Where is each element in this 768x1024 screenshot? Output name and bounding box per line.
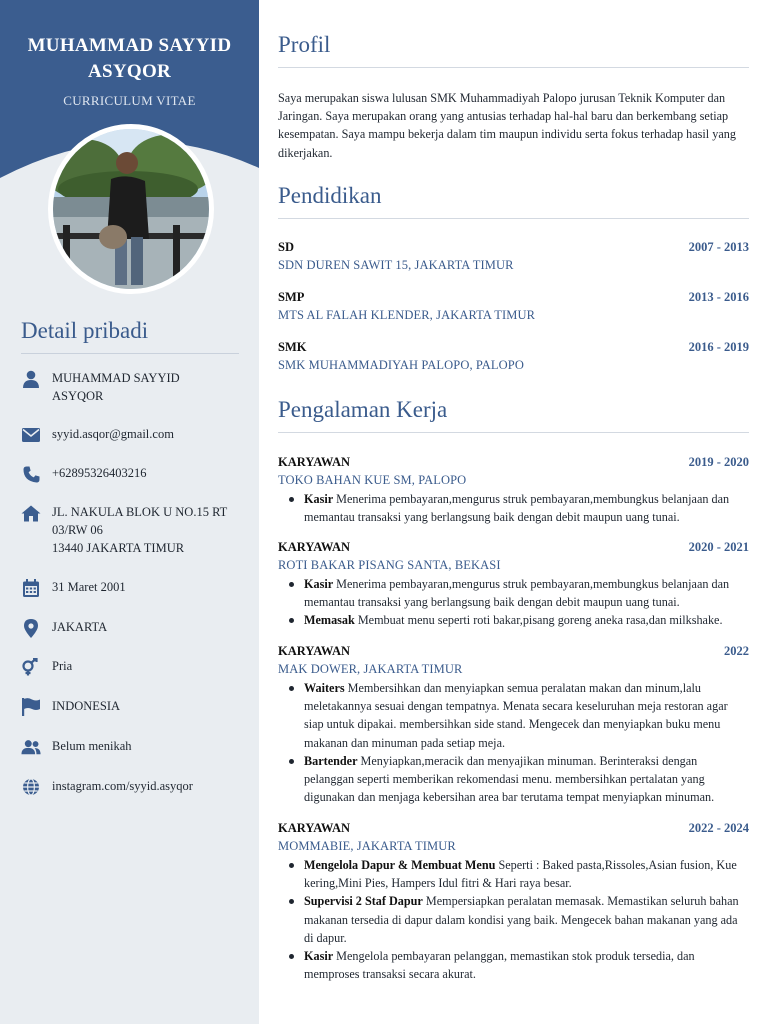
detail-name-line-2: ASYQOR: [52, 389, 104, 403]
duty-text: Membuat menu seperti roti bakar,pisang goreng aneka rasa,dan milkshake.: [354, 613, 723, 628]
duty-title: Mengelola Dapur & Membuat Menu: [304, 858, 496, 872]
duty-item: [278, 679, 749, 752]
profile-section-title: Profil: [278, 32, 331, 57]
job-company: ROTI BAKAR PISANG SANTA, BEKASI: [278, 558, 501, 572]
job-role: KARYAWAN: [278, 644, 351, 658]
education-school: SDN DUREN SAWIT 15, JAKARTA TIMUR: [278, 258, 514, 272]
detail-gender: Pria: [52, 659, 73, 673]
detail-nationality: INDONESIA: [52, 699, 121, 713]
envelope-icon: [21, 425, 41, 445]
job-item: [278, 821, 749, 983]
duty-text: Menerima pembayaran,mengurus struk pembayaran,membungkus belanjaan dan memantau transaksi yang berlangsung baik dengan debit maupun uang tunai.: [304, 492, 730, 525]
education-school: SMK MUHAMMADIYAH PALOPO, PALOPO: [278, 358, 524, 372]
duty-text: Mengelola pembayaran pelanggan, memastikan stok produk tersedia, dan memproses transaksi secara akurat.: [304, 949, 695, 982]
duty-item: [278, 892, 749, 947]
job-role: KARYAWAN: [278, 821, 351, 835]
calendar-icon: [21, 578, 41, 598]
job-duties: [278, 856, 749, 983]
profile-photo: [48, 124, 214, 294]
home-icon: [21, 503, 41, 523]
education-item: [278, 290, 749, 323]
detail-item-nationality: [21, 697, 241, 717]
detail-item-city: [21, 618, 241, 638]
job-company: MAK DOWER, JAKARTA TIMUR: [278, 662, 463, 676]
main-content: [278, 0, 749, 1024]
job-item: [278, 540, 749, 630]
duty-text: Menyiapkan,meracik dan menyajikan minuman. Berinteraksi dengan pelanggan seperti memberikan rekomendasi menu. membersihkan pertalatan yang digunakan dan menjaga kebersihan area bar terutama tempat menyiapkan minuman.: [304, 753, 715, 805]
globe-icon: [21, 777, 41, 797]
user-icon: [21, 369, 41, 389]
duty-text: Menerima pembayaran,mengurus struk pembayaran,membungkus belanjaan dan memantau transaksi yang berlangsung baik dengan debit maupun uang tunai.: [304, 577, 730, 610]
duty-text: Seperti : Baked pasta,Rissoles,Asian fusion, Kue kering,Mini Pies, Hampers Idul fitri & Hari raya besar.: [304, 858, 737, 891]
job-company: MOMMABIE, JAKARTA TIMUR: [278, 839, 456, 853]
duty-item: [278, 490, 749, 526]
detail-item-instagram[interactable]: [21, 777, 241, 797]
education-item: [278, 340, 749, 373]
education-section-title: Pendidikan: [278, 183, 382, 208]
duty-title: Kasir: [304, 577, 334, 591]
education-school: MTS AL FALAH KLENDER, JAKARTA TIMUR: [278, 308, 536, 322]
duty-title: Waiters: [304, 681, 345, 695]
divider: [278, 67, 749, 68]
duty-title: Bartender: [304, 753, 358, 768]
job-years: 2019 - 2020: [688, 455, 749, 469]
phone-icon: [21, 464, 41, 484]
detail-section-title: Detail pribadi: [21, 318, 149, 343]
duty-text: Membersihkan dan menyiapkan semua peralatan makan dan minum,lalu meletakannya sesuai dengan tempatnya. Menata secara keseluruhan meja restoran agar siap untuk dipakai. membersihkan side stand. Mengecek dan menyiapkan buku menu makanan dan minuman pada setiap meja.: [304, 681, 728, 750]
detail-item-marital: [21, 737, 241, 757]
detail-address-line-1: JL. NAKULA BLOK U NO.15 RT: [52, 505, 228, 519]
education-years: 2013 - 2016: [688, 290, 749, 304]
detail-birthdate: 31 Maret 2001: [52, 580, 126, 594]
education-years: 2007 - 2013: [688, 240, 749, 254]
job-duties: [278, 575, 749, 630]
divider: [278, 432, 749, 433]
job-duties: [278, 490, 749, 526]
job-years: 2020 - 2021: [688, 540, 749, 554]
job-role: KARYAWAN: [278, 540, 351, 554]
duty-text: Mempersiapkan peralatan memasak. Memastikan seluruh bahan makanan tersedia di dapur dalam kondisi yang baik. Mengecek bahan makanan yang ada di dapur.: [304, 894, 739, 945]
detail-item-birthdate: [21, 578, 241, 598]
duty-item: [278, 611, 749, 629]
detail-marital-status: Belum menikah: [52, 739, 132, 753]
detail-email[interactable]: syyid.asqor@gmail.com: [52, 427, 174, 441]
location-pin-icon: [21, 618, 41, 638]
experience-section-title: Pengalaman Kerja: [278, 397, 448, 422]
duty-item: [278, 575, 749, 611]
sidebar: [0, 0, 259, 1024]
education-level: SMP: [278, 290, 305, 304]
education-years: 2016 - 2019: [688, 340, 749, 354]
job-duties: [278, 679, 749, 806]
job-item: [278, 644, 749, 806]
detail-item-email[interactable]: [21, 425, 241, 445]
detail-address-line-2: 03/RW 06: [52, 523, 103, 537]
job-company: TOKO BAHAN KUE SM, PALOPO: [278, 473, 467, 487]
duty-title: Memasak: [304, 613, 355, 628]
detail-item-gender: [21, 657, 241, 677]
detail-item-name: [21, 369, 241, 405]
detail-item-phone[interactable]: [21, 464, 241, 484]
duty-title: Kasir: [304, 492, 334, 506]
duty-item: [278, 752, 749, 807]
duty-title: Supervisi 2 Staf Dapur: [304, 894, 423, 909]
job-item: [278, 455, 749, 526]
cv-subtitle: CURRICULUM VITAE: [63, 93, 196, 108]
education-level: SMK: [278, 340, 307, 354]
divider: [278, 218, 749, 219]
name-line-1: MUHAMMAD SAYYID: [27, 35, 232, 56]
detail-phone[interactable]: +62895326403216: [52, 466, 147, 480]
detail-item-address: [21, 503, 241, 557]
gender-icon: [21, 657, 41, 677]
detail-city: JAKARTA: [52, 620, 108, 634]
job-years: 2022: [724, 644, 749, 658]
flag-icon: [21, 697, 41, 717]
duty-item: [278, 947, 749, 983]
profile-summary: Saya merupakan siswa lulusan SMK Muhammadiyah Palopo jurusan Teknik Komputer dan Jaringan. Saya merupakan orang yang antusias terhadap hal-hal baru dan berkembang setiap kesempatan. Saya mampu bekerja dalam tim maupun individu serta fokus terhadap hasil yang dikerjakan.: [278, 91, 736, 160]
candidate-name: [0, 33, 259, 85]
job-years: 2022 - 2024: [688, 821, 749, 835]
detail-address-line-3: 13440 JAKARTA TIMUR: [52, 541, 185, 555]
duty-item: [278, 856, 749, 892]
education-item: [278, 240, 749, 273]
users-icon: [21, 737, 41, 757]
job-role: KARYAWAN: [278, 455, 351, 469]
detail-instagram-link[interactable]: instagram.com/syyid.asyqor: [52, 779, 193, 793]
education-level: SD: [278, 240, 294, 254]
duty-title: Kasir: [304, 949, 334, 964]
name-line-2: ASYQOR: [87, 61, 172, 82]
detail-name-line-1: MUHAMMAD SAYYID: [52, 371, 180, 385]
divider: [21, 353, 239, 354]
